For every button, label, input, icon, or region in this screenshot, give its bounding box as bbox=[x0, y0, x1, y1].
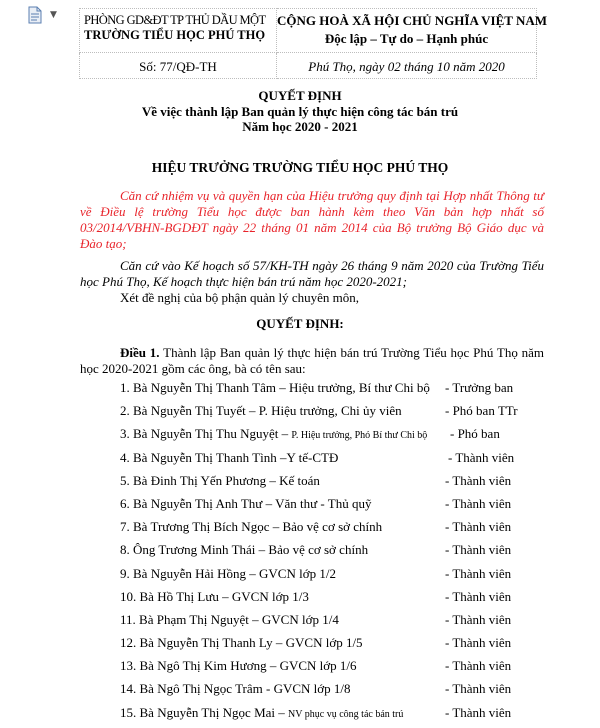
list-item bbox=[0, 681, 600, 704]
member-role: - Thành viên bbox=[445, 472, 512, 488]
member-role: - Thành viên bbox=[445, 588, 512, 604]
doc-number: Số: 77/QĐ-TH bbox=[139, 59, 217, 74]
nation-title: CỘNG HOÀ XÃ HỘI CHỦ NGHĨA VIỆT NAM bbox=[277, 13, 548, 28]
place-date-cell bbox=[277, 53, 537, 79]
member-name: 13. Bà Ngô Thị Kim Hương – GVCN lớp 1/6 bbox=[120, 658, 357, 674]
member-name: 1. Bà Nguyễn Thị Thanh Tâm – Hiệu trưởng, Bí thư Chi bộ bbox=[120, 380, 430, 395]
list-item bbox=[0, 450, 600, 473]
basis-paragraph-3: Xét đề nghị của bộ phận quản lý chuyên môn, bbox=[120, 290, 359, 305]
school-year: Năm học 2020 - 2021 bbox=[242, 119, 358, 134]
member-role: - Thành viên bbox=[445, 565, 512, 581]
article-1-label: Điều 1. bbox=[120, 345, 160, 360]
member-role: - Thành viên bbox=[445, 704, 512, 720]
member-role: - Thành viên bbox=[445, 681, 512, 697]
list-item bbox=[0, 380, 600, 403]
doc-number-cell bbox=[80, 53, 277, 79]
member-name: 4. Bà Nguyễn Thị Thanh Tình –Y tế-CTĐ bbox=[120, 449, 339, 465]
decision-subject: Về việc thành lập Ban quản lý thực hiện công tác bán trú bbox=[141, 104, 459, 119]
member-role: - Thành viên bbox=[445, 658, 512, 674]
issuing-organization bbox=[80, 9, 277, 53]
member-name: 2. Bà Nguyễn Thị Tuyết – P. Hiệu trưởng, Chi ủy viên bbox=[120, 403, 402, 419]
org-department: PHÒNG GD&ĐT TP THỦ DẦU MỘT bbox=[84, 13, 266, 27]
chevron-down-icon[interactable]: ▼ bbox=[50, 10, 57, 20]
national-motto bbox=[277, 9, 548, 53]
list-item bbox=[0, 403, 600, 426]
member-name: 10. Bà Hồ Thị Lưu – GVCN lớp 1/3 bbox=[120, 588, 309, 604]
member-name: 14. Bà Ngô Thị Ngọc Trâm - GVCN lớp 1/8 bbox=[120, 681, 351, 697]
list-item bbox=[0, 473, 600, 496]
member-role: - Thành viên bbox=[445, 611, 512, 627]
member-role: - Thành viên bbox=[445, 495, 512, 511]
list-item bbox=[0, 566, 600, 589]
member-name bbox=[120, 426, 427, 442]
member-name: 12. Bà Nguyễn Thị Thanh Ly – GVCN lớp 1/5 bbox=[120, 635, 363, 651]
member-title-small: NV phục vụ công tác bán trú bbox=[288, 708, 404, 720]
member-name: 6. Bà Nguyễn Thị Anh Thư – Văn thư - Thủ quỹ bbox=[120, 495, 372, 511]
member-name: 7. Bà Trương Thị Bích Ngọc – Bảo vệ cơ sở chính bbox=[120, 519, 383, 535]
article-1-text: Thành lập Ban quản lý thực hiện bán trú Trường Tiểu học Phú Thọ năm học 2020-2021 gồm các ông, bà có tên sau: bbox=[80, 345, 545, 376]
basis-paragraph-2: Căn cứ vào Kế hoạch số 57/KH-TH ngày 26 tháng 9 năm 2020 của Trường Tiểu học Phú Thọ, Kế hoạch thực hiện bán trú năm học 2020-2021; bbox=[80, 258, 544, 289]
member-role: - Thành viên bbox=[445, 542, 512, 558]
member-role: - Thành viên bbox=[445, 635, 512, 651]
member-role: - Phó ban bbox=[450, 426, 500, 442]
basis-paragraph-1: Căn cứ nhiệm vụ và quyền hạn của Hiệu trưởng quy định tại Hợp nhất Thông tư về Điều lệ trường Tiểu học được ban hành kèm theo Văn bản hợp nhất số 03/2014/VBHN-BGDĐT ngày 22 tháng 01 năm 2014 của Bộ trưởng Bộ Giáo dục và Đào tạo; bbox=[80, 188, 544, 251]
member-role: - Trưởng ban bbox=[445, 380, 514, 395]
list-item bbox=[0, 519, 600, 542]
member-role: - Thành viên bbox=[448, 449, 515, 465]
member-role: - Thành viên bbox=[445, 519, 512, 535]
decision-title: QUYẾT ĐỊNH bbox=[258, 88, 342, 103]
member-title-small: P. Hiệu trưởng, Phó Bí thư Chi bộ bbox=[291, 430, 428, 442]
member-name: 11. Bà Phạm Thị Nguyệt – GVCN lớp 1/4 bbox=[120, 611, 339, 627]
document-icon[interactable] bbox=[28, 6, 42, 24]
list-item bbox=[0, 426, 600, 449]
document-header bbox=[79, 8, 548, 79]
principal-heading: HIỆU TRƯỞNG TRƯỜNG TIỂU HỌC PHÚ THỌ bbox=[151, 160, 449, 175]
list-item bbox=[0, 635, 600, 658]
list-item bbox=[0, 658, 600, 681]
member-list bbox=[0, 380, 600, 728]
nation-slogan: Độc lập – Tự do – Hạnh phúc bbox=[324, 31, 489, 46]
member-name: 9. Bà Nguyễn Hải Hồng – GVCN lớp 1/2 bbox=[120, 565, 336, 581]
list-item bbox=[0, 496, 600, 519]
member-name bbox=[120, 705, 403, 721]
member-name: 5. Bà Đinh Thị Yến Phương – Kế toán bbox=[120, 472, 320, 488]
member-name-main: 3. Bà Nguyễn Thị Thu Nguyệt – bbox=[120, 426, 292, 442]
org-school: TRƯỜNG TIỂU HỌC PHÚ THỌ bbox=[84, 28, 266, 42]
list-item bbox=[0, 589, 600, 612]
article-1 bbox=[80, 345, 544, 377]
decision-heading: QUYẾT ĐỊNH: bbox=[256, 316, 344, 331]
place-date: Phú Thọ, ngày 02 tháng 10 năm 2020 bbox=[308, 59, 505, 74]
list-item bbox=[0, 542, 600, 565]
list-item bbox=[0, 612, 600, 635]
list-item bbox=[0, 705, 600, 728]
member-name-main: 15. Bà Nguyễn Thị Ngọc Mai – bbox=[120, 704, 289, 720]
member-role: - Phó ban TTr bbox=[445, 403, 518, 419]
member-name: 8. Ông Trương Minh Thái – Bảo vệ cơ sở chính bbox=[120, 542, 369, 558]
